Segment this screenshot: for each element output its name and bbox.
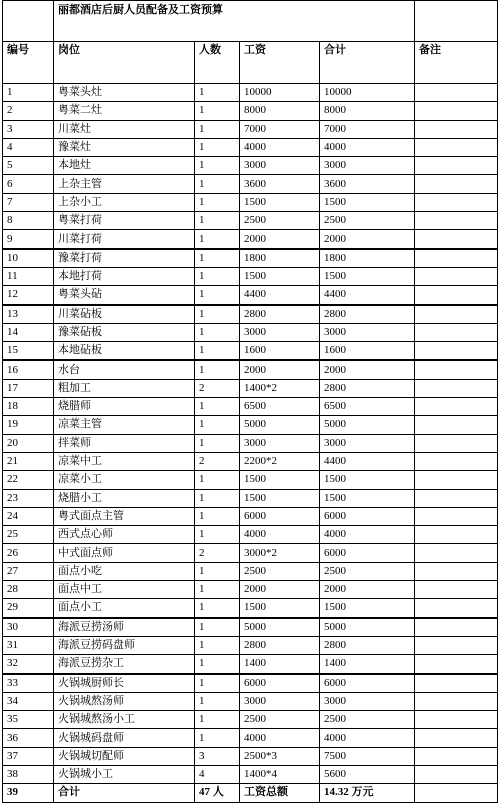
title-note-cell [415,1,498,42]
cell-note [415,360,498,379]
cell-total: 2000 [320,360,415,379]
table-row [3,562,498,580]
table-row [3,416,498,434]
cell-note [415,434,498,452]
cell-total: 2500 [320,212,415,230]
cell-salary: 3600 [240,175,320,193]
cell-note [415,526,498,544]
cell-position: 烧腊小工 [54,489,195,507]
table-row [3,692,498,710]
cell-note [415,618,498,637]
cell-total: 2800 [320,379,415,397]
cell-count: 1 [195,729,240,747]
cell-salary: 4000 [240,729,320,747]
table-row [3,360,498,379]
total-no: 39 [3,784,54,802]
total-count: 47 人 [195,784,240,802]
header-no: 编号 [3,42,54,84]
cell-note [415,674,498,693]
table-row [3,452,498,470]
cell-no: 36 [3,729,54,747]
cell-total: 2800 [320,305,415,324]
cell-position: 面点中工 [54,581,195,599]
cell-no: 10 [3,249,54,268]
cell-total: 1500 [320,267,415,285]
cell-total: 7500 [320,747,415,765]
cell-note [415,175,498,193]
cell-no: 20 [3,434,54,452]
cell-total: 1800 [320,249,415,268]
cell-count: 1 [195,305,240,324]
cell-salary: 1500 [240,193,320,211]
cell-salary: 2500 [240,212,320,230]
cell-salary: 1500 [240,489,320,507]
cell-position: 川菜砧板 [54,305,195,324]
cell-no: 15 [3,342,54,361]
cell-count: 3 [195,747,240,765]
cell-no: 1 [3,84,54,102]
cell-count: 1 [195,175,240,193]
cell-salary: 2800 [240,636,320,654]
cell-count: 1 [195,84,240,102]
cell-total: 8000 [320,102,415,120]
staff-budget-table [2,0,498,803]
cell-position: 火锅城小工 [54,765,195,783]
cell-count: 1 [195,323,240,341]
cell-total: 3000 [320,323,415,341]
cell-note [415,599,498,618]
cell-total: 2800 [320,636,415,654]
cell-count: 1 [195,674,240,693]
cell-no: 3 [3,120,54,138]
cell-total: 4000 [320,138,415,156]
cell-position: 烧腊师 [54,398,195,416]
cell-note [415,711,498,729]
cell-note [415,507,498,525]
cell-salary: 3000 [240,157,320,175]
cell-count: 1 [195,360,240,379]
cell-no: 30 [3,618,54,637]
cell-position: 火锅城熬汤师 [54,692,195,710]
cell-count: 1 [195,230,240,249]
title-spacer-cell [3,1,54,42]
table-row [3,544,498,562]
table-row [3,526,498,544]
table-row [3,398,498,416]
total-salary-label: 工资总额 [240,784,320,802]
cell-note [415,379,498,397]
cell-salary: 3000*2 [240,544,320,562]
cell-no: 29 [3,599,54,618]
table-row [3,507,498,525]
cell-count: 1 [195,526,240,544]
cell-note [415,212,498,230]
cell-total: 1400 [320,655,415,674]
table-row [3,193,498,211]
cell-note [415,120,498,138]
cell-no: 22 [3,471,54,489]
cell-total: 5000 [320,618,415,637]
cell-total: 7000 [320,120,415,138]
cell-salary: 3000 [240,692,320,710]
cell-salary: 2800 [240,305,320,324]
cell-total: 6500 [320,398,415,416]
cell-total: 10000 [320,84,415,102]
cell-salary: 1500 [240,267,320,285]
table-row [3,711,498,729]
cell-count: 1 [195,267,240,285]
cell-count: 1 [195,471,240,489]
table-row [3,636,498,654]
cell-salary: 5000 [240,416,320,434]
cell-position: 凉菜小工 [54,471,195,489]
cell-note [415,138,498,156]
cell-note [415,581,498,599]
cell-salary: 6000 [240,674,320,693]
cell-count: 1 [195,562,240,580]
cell-salary: 2500*3 [240,747,320,765]
cell-salary: 2000 [240,230,320,249]
cell-position: 凉菜主管 [54,416,195,434]
header-total: 合计 [320,42,415,84]
cell-no: 16 [3,360,54,379]
cell-no: 7 [3,193,54,211]
table-row [3,212,498,230]
cell-position: 川菜打荷 [54,230,195,249]
cell-note [415,416,498,434]
cell-note [415,729,498,747]
cell-count: 1 [195,636,240,654]
cell-position: 上杂小工 [54,193,195,211]
cell-note [415,398,498,416]
total-amount: 14.32 万元 [320,784,415,802]
cell-note [415,286,498,305]
cell-count: 1 [195,286,240,305]
cell-note [415,765,498,783]
cell-note [415,655,498,674]
cell-note [415,249,498,268]
cell-note [415,562,498,580]
cell-salary: 3000 [240,323,320,341]
cell-count: 1 [195,157,240,175]
cell-total: 1500 [320,471,415,489]
cell-position: 粤菜头砧 [54,286,195,305]
cell-total: 3600 [320,175,415,193]
cell-total: 3000 [320,157,415,175]
cell-salary: 1500 [240,599,320,618]
cell-salary: 7000 [240,120,320,138]
total-row [3,784,498,802]
cell-salary: 1500 [240,471,320,489]
table-row [3,286,498,305]
cell-count: 1 [195,212,240,230]
cell-count: 1 [195,398,240,416]
cell-no: 4 [3,138,54,156]
cell-note [415,305,498,324]
cell-salary: 6500 [240,398,320,416]
cell-note [415,157,498,175]
cell-count: 1 [195,342,240,361]
cell-total: 3000 [320,434,415,452]
table-row [3,599,498,618]
cell-count: 1 [195,692,240,710]
cell-note [415,747,498,765]
cell-total: 5000 [320,416,415,434]
cell-position: 豫菜灶 [54,138,195,156]
cell-count: 1 [195,102,240,120]
cell-salary: 1600 [240,342,320,361]
table-row [3,434,498,452]
table-row [3,674,498,693]
table-row [3,471,498,489]
cell-no: 19 [3,416,54,434]
cell-total: 1500 [320,489,415,507]
cell-total: 2500 [320,562,415,580]
cell-count: 1 [195,655,240,674]
cell-note [415,267,498,285]
cell-count: 1 [195,434,240,452]
cell-position: 本地灶 [54,157,195,175]
cell-total: 4400 [320,286,415,305]
cell-count: 1 [195,581,240,599]
cell-count: 4 [195,765,240,783]
table-row [3,729,498,747]
table-row [3,305,498,324]
cell-position: 中式面点师 [54,544,195,562]
header-note: 备注 [415,42,498,84]
cell-salary: 1400*2 [240,379,320,397]
cell-count: 1 [195,416,240,434]
cell-position: 面点小吃 [54,562,195,580]
cell-position: 海派豆捞汤师 [54,618,195,637]
cell-salary: 3000 [240,434,320,452]
cell-no: 27 [3,562,54,580]
cell-no: 24 [3,507,54,525]
cell-total: 2000 [320,581,415,599]
cell-count: 1 [195,618,240,637]
cell-note [415,230,498,249]
cell-note [415,102,498,120]
cell-note [415,471,498,489]
cell-note [415,342,498,361]
cell-total: 1500 [320,193,415,211]
cell-position: 粤菜头灶 [54,84,195,102]
cell-no: 26 [3,544,54,562]
cell-total: 1500 [320,599,415,618]
cell-position: 粤式面点主管 [54,507,195,525]
table-row [3,489,498,507]
cell-note [415,84,498,102]
table-row [3,230,498,249]
cell-no: 5 [3,157,54,175]
cell-count: 1 [195,120,240,138]
table-row [3,618,498,637]
cell-no: 33 [3,674,54,693]
cell-salary: 4000 [240,526,320,544]
cell-salary: 2200*2 [240,452,320,470]
table-row [3,138,498,156]
cell-position: 粗加工 [54,379,195,397]
cell-position: 火锅城熬汤小工 [54,711,195,729]
cell-position: 上杂主管 [54,175,195,193]
cell-total: 5600 [320,765,415,783]
cell-salary: 1400*4 [240,765,320,783]
table-row [3,175,498,193]
cell-count: 1 [195,599,240,618]
header-position: 岗位 [54,42,195,84]
cell-salary: 2500 [240,562,320,580]
cell-no: 35 [3,711,54,729]
cell-total: 4400 [320,452,415,470]
cell-salary: 2000 [240,360,320,379]
cell-count: 1 [195,249,240,268]
table-title: 丽都酒店后厨人员配备及工资预算 [54,1,415,42]
cell-salary: 6000 [240,507,320,525]
cell-count: 1 [195,138,240,156]
cell-position: 火锅城切配师 [54,747,195,765]
cell-position: 豫菜砧板 [54,323,195,341]
cell-no: 34 [3,692,54,710]
header-row [3,42,498,84]
cell-position: 粤菜打荷 [54,212,195,230]
cell-total: 2500 [320,711,415,729]
cell-no: 37 [3,747,54,765]
cell-total: 6000 [320,544,415,562]
cell-position: 拌菜师 [54,434,195,452]
table-row [3,157,498,175]
cell-total: 6000 [320,507,415,525]
cell-salary: 1800 [240,249,320,268]
cell-total: 2000 [320,230,415,249]
cell-total: 4000 [320,526,415,544]
cell-count: 2 [195,452,240,470]
cell-salary: 8000 [240,102,320,120]
cell-position: 本地打荷 [54,267,195,285]
cell-count: 1 [195,489,240,507]
cell-no: 2 [3,102,54,120]
cell-position: 海派豆捞杂工 [54,655,195,674]
table-row [3,581,498,599]
header-count: 人数 [195,42,240,84]
cell-position: 西式点心师 [54,526,195,544]
cell-note [415,489,498,507]
cell-note [415,193,498,211]
cell-note [415,636,498,654]
cell-position: 面点小工 [54,599,195,618]
cell-position: 海派豆捞码盘师 [54,636,195,654]
cell-no: 11 [3,267,54,285]
cell-total: 6000 [320,674,415,693]
cell-salary: 10000 [240,84,320,102]
cell-count: 1 [195,711,240,729]
cell-salary: 4000 [240,138,320,156]
cell-salary: 1400 [240,655,320,674]
cell-count: 1 [195,193,240,211]
cell-position: 豫菜打荷 [54,249,195,268]
cell-total: 1600 [320,342,415,361]
total-label: 合计 [54,784,195,802]
title-row [3,1,498,42]
cell-no: 38 [3,765,54,783]
table-row [3,267,498,285]
cell-no: 32 [3,655,54,674]
cell-position: 火锅城码盘师 [54,729,195,747]
cell-no: 14 [3,323,54,341]
cell-no: 28 [3,581,54,599]
header-salary: 工资 [240,42,320,84]
cell-total: 3000 [320,692,415,710]
cell-count: 1 [195,507,240,525]
cell-salary: 5000 [240,618,320,637]
table-row [3,342,498,361]
cell-salary: 4400 [240,286,320,305]
total-note [415,784,498,802]
table-row [3,323,498,341]
table-row [3,747,498,765]
table-row [3,120,498,138]
cell-note [415,323,498,341]
cell-position: 火锅城厨师长 [54,674,195,693]
cell-salary: 2500 [240,711,320,729]
cell-position: 凉菜中工 [54,452,195,470]
cell-no: 12 [3,286,54,305]
cell-count: 2 [195,379,240,397]
cell-note [415,544,498,562]
cell-no: 13 [3,305,54,324]
cell-position: 水台 [54,360,195,379]
cell-no: 23 [3,489,54,507]
cell-no: 17 [3,379,54,397]
cell-count: 2 [195,544,240,562]
cell-position: 粤菜二灶 [54,102,195,120]
table-row [3,102,498,120]
table-row [3,655,498,674]
cell-no: 25 [3,526,54,544]
table-row [3,84,498,102]
table-row [3,765,498,783]
table-row [3,379,498,397]
cell-no: 21 [3,452,54,470]
cell-position: 本地砧板 [54,342,195,361]
table-row [3,249,498,268]
cell-no: 31 [3,636,54,654]
cell-total: 4000 [320,729,415,747]
cell-note [415,692,498,710]
cell-note [415,452,498,470]
cell-no: 6 [3,175,54,193]
cell-position: 川菜灶 [54,120,195,138]
cell-no: 9 [3,230,54,249]
cell-no: 18 [3,398,54,416]
cell-no: 8 [3,212,54,230]
cell-salary: 2000 [240,581,320,599]
